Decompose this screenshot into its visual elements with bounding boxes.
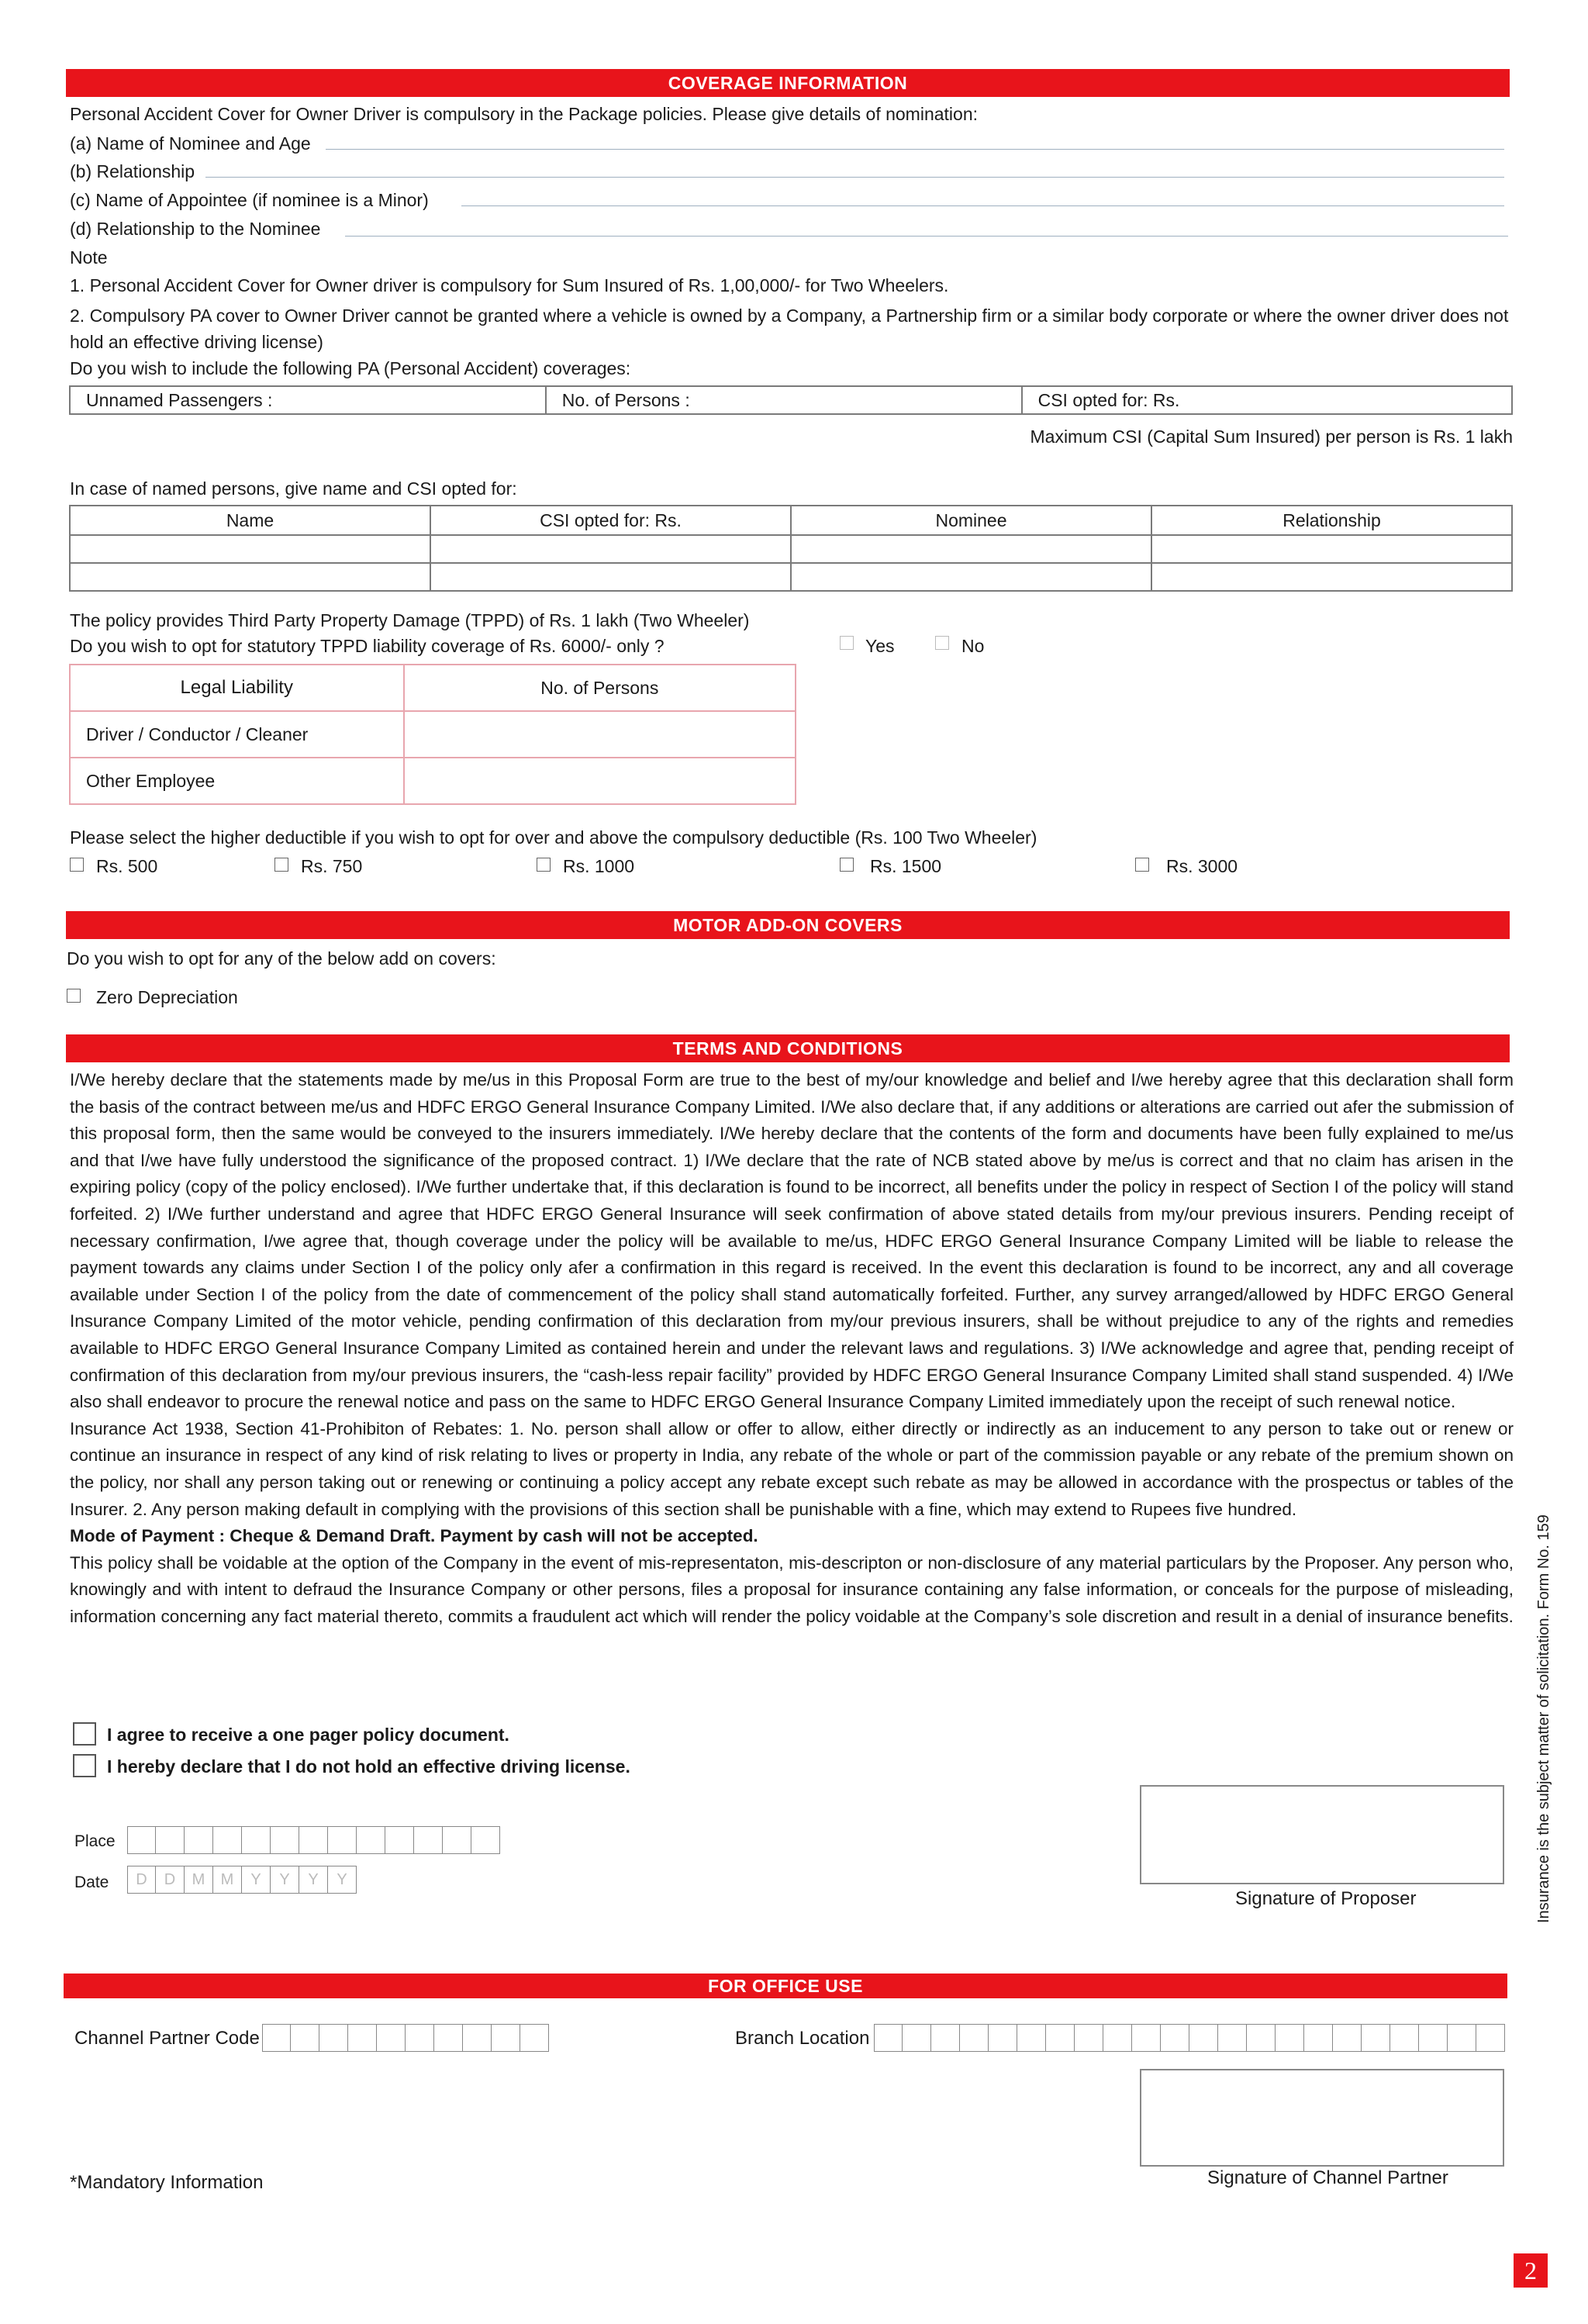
tppd-no-checkbox[interactable] bbox=[935, 636, 949, 650]
table-row bbox=[70, 711, 796, 758]
deductible-1500-label: Rs. 1500 bbox=[870, 856, 942, 876]
deductible-500-label: Rs. 500 bbox=[96, 856, 158, 876]
unnamed-passengers-table bbox=[69, 385, 1513, 415]
page-number: 2 bbox=[1514, 2253, 1548, 2288]
named-row1-name[interactable] bbox=[70, 535, 430, 563]
legal-liability-table bbox=[69, 664, 796, 805]
named-header-relationship: Relationship bbox=[1151, 506, 1512, 535]
tppd-no-label: No bbox=[961, 636, 985, 656]
note-2: 2. Compulsory PA cover to Owner Driver cannot be granted where a vehicle is owned by a Company, a Partnership firm or a similar body corporate or where the owner driver does not hold an effective driving license) bbox=[70, 306, 1509, 352]
no-of-persons-cell[interactable] bbox=[546, 386, 1022, 414]
zero-depreciation-label: Zero Depreciation bbox=[96, 987, 238, 1007]
date-year-1: Y bbox=[242, 1866, 271, 1894]
date-month-1: M bbox=[185, 1866, 213, 1894]
no-license-checkbox[interactable] bbox=[73, 1754, 96, 1777]
date-month-2: M bbox=[213, 1866, 242, 1894]
named-persons-table bbox=[69, 505, 1513, 592]
appointee-label: (c) Name of Appointee (if nominee is a Minor) bbox=[70, 190, 429, 210]
tppd-yes-checkbox[interactable] bbox=[840, 636, 854, 650]
table-row bbox=[70, 535, 1512, 563]
table-row bbox=[70, 563, 1512, 591]
tppd-yes-label: Yes bbox=[865, 636, 895, 656]
date-label: Date bbox=[74, 1873, 109, 1891]
deductible-750-checkbox[interactable] bbox=[274, 858, 288, 872]
coverage-intro: Personal Accident Cover for Owner Driver is compulsory in the Package policies. Please give details of nomination: bbox=[70, 104, 979, 124]
liability-driver-label: Driver / Conductor / Cleaner bbox=[70, 711, 404, 758]
named-row1-csi[interactable] bbox=[430, 535, 791, 563]
note-label: Note bbox=[70, 247, 108, 268]
date-year-4: Y bbox=[328, 1866, 357, 1894]
terms-banner: TERMS AND CONDITIONS bbox=[66, 1034, 1510, 1062]
place-label: Place bbox=[74, 1832, 116, 1850]
tppd-line1: The policy provides Third Party Property Damage (TPPD) of Rs. 1 lakh (Two Wheeler) bbox=[70, 610, 750, 630]
office-banner: FOR OFFICE USE bbox=[64, 1974, 1507, 1998]
tppd-line2: Do you wish to opt for statutory TPPD liability coverage of Rs. 6000/- only ? bbox=[70, 636, 665, 656]
named-row1-relationship[interactable] bbox=[1151, 535, 1512, 563]
date-day-1: D bbox=[127, 1866, 156, 1894]
max-csi-note: Maximum CSI (Capital Sum Insured) per person is Rs. 1 lakh bbox=[1030, 426, 1513, 447]
relationship-field[interactable] bbox=[205, 177, 1504, 178]
channel-partner-code-label: Channel Partner Code bbox=[74, 2028, 260, 2049]
named-row2-name[interactable] bbox=[70, 563, 430, 591]
nominee-name-label: (a) Name of Nominee and Age bbox=[70, 133, 311, 154]
no-license-label: I hereby declare that I do not hold an effective driving license. bbox=[107, 1756, 630, 1777]
deductible-question: Please select the higher deductible if you wish to opt for over and above the compulsory deductible (Rs. 100 Two Wheeler) bbox=[70, 827, 1037, 848]
proposer-signature-label: Signature of Proposer bbox=[1235, 1888, 1417, 1909]
date-input[interactable] bbox=[127, 1866, 357, 1894]
deductible-750-label: Rs. 750 bbox=[301, 856, 363, 876]
coverage-banner: COVERAGE INFORMATION bbox=[66, 69, 1510, 97]
terms-payment-mode: Mode of Payment : Cheque & Demand Draft. Payment by cash will not be accepted. bbox=[70, 1526, 758, 1546]
named-row2-relationship[interactable] bbox=[1151, 563, 1512, 591]
deductible-1000-checkbox[interactable] bbox=[537, 858, 551, 872]
terms-voidable: This policy shall be voidable at the option of the Company in the event of mis-representaton, mis-descripton or non-disclosure of any material particulars by the Proposer. Any person who, knowingly and with intent to defraud the Insurance Company or other persons, files a proposal for insurance containing any false information, or conceals for the purpose of misleading, information concerning any fact material thereto, commits a fraudulent act which will render the policy voidable at the Company’s sole discretion and result in a denial of insurance benefits. bbox=[70, 1552, 1514, 1626]
partner-signature-label: Signature of Channel Partner bbox=[1207, 2167, 1448, 2188]
terms-body bbox=[70, 1067, 1514, 1630]
date-year-2: Y bbox=[271, 1866, 299, 1894]
liability-header-persons: No. of Persons bbox=[404, 665, 796, 711]
relationship-label: (b) Relationship bbox=[70, 161, 195, 181]
relationship-nominee-field[interactable] bbox=[345, 236, 1508, 237]
liability-header-legal: Legal Liability bbox=[70, 665, 404, 711]
proposer-signature-box[interactable] bbox=[1140, 1785, 1504, 1884]
partner-signature-box[interactable] bbox=[1140, 2069, 1504, 2167]
deductible-1500-checkbox[interactable] bbox=[840, 858, 854, 872]
liability-driver-persons[interactable] bbox=[404, 711, 796, 758]
one-pager-checkbox[interactable] bbox=[73, 1722, 96, 1746]
named-header-name: Name bbox=[70, 506, 430, 535]
note-1: 1. Personal Accident Cover for Owner driver is compulsory for Sum Insured of Rs. 1,00,000/- for Two Wheelers. bbox=[70, 275, 949, 295]
liability-employee-persons[interactable] bbox=[404, 758, 796, 804]
deductible-500-checkbox[interactable] bbox=[70, 858, 84, 872]
deductible-1000-label: Rs. 1000 bbox=[563, 856, 635, 876]
named-row2-nominee[interactable] bbox=[791, 563, 1151, 591]
liability-employee-label: Other Employee bbox=[70, 758, 404, 804]
place-input[interactable] bbox=[127, 1826, 500, 1854]
mandatory-info-note: *Mandatory Information bbox=[70, 2172, 264, 2193]
zero-depreciation-checkbox[interactable] bbox=[67, 989, 81, 1003]
named-row1-nominee[interactable] bbox=[791, 535, 1151, 563]
nominee-name-field[interactable] bbox=[326, 149, 1504, 150]
deductible-3000-checkbox[interactable] bbox=[1135, 858, 1149, 872]
csi-opted-cell[interactable] bbox=[1022, 386, 1512, 414]
form-side-note: Insurance is the subject matter of solicitation. Form No. 159 bbox=[1535, 1514, 1552, 1923]
one-pager-label: I agree to receive a one pager policy document. bbox=[107, 1725, 509, 1745]
addon-banner: MOTOR ADD-ON COVERS bbox=[66, 911, 1510, 939]
no-of-persons-label: No. of Persons : bbox=[561, 389, 690, 410]
unnamed-passengers-label: Unnamed Passengers : bbox=[86, 389, 273, 410]
channel-partner-code-input[interactable] bbox=[262, 2024, 549, 2052]
appointee-field[interactable] bbox=[461, 205, 1504, 206]
named-row2-csi[interactable] bbox=[430, 563, 791, 591]
date-year-3: Y bbox=[299, 1866, 328, 1894]
csi-opted-label: CSI opted for: Rs. bbox=[1037, 389, 1180, 410]
unnamed-passengers-cell[interactable] bbox=[70, 386, 546, 414]
branch-location-input[interactable] bbox=[874, 2024, 1505, 2052]
date-day-2: D bbox=[156, 1866, 185, 1894]
terms-declaration: I/We hereby declare that the statements made by me/us in this Proposal Form are true to the best of my/our knowledge and belief and I/we hereby agree that this declaration shall form the basis of the contract between me/us and HDFC ERGO General Insurance Company Limited. I/We also declare that, if any additions or alterations are carried out afer the submission of this proposal form, then the same would be conveyed to the insurers immediately. I/We hereby declare that the contents of the form and documents have been fully explained to me/us and that I/we have fully understood the significance of the proposed contract. 1) I/We declare that the rate of NCB stated above by me/us is correct and that no claim has arisen in the expiring policy (copy of the policy enclosed). I/We further undertake that, if this declaration is found to be incorrect, all benefits under the policy in respect of Section I of the policy will stand forfeited. 2) I/We further understand and agree that HDFC ERGO General Insurance will seek confirmation of above stated details from my/our previous insurers. Pending receipt of necessary confirmation, I/we agree that, though coverage under the policy will be available to me/us, HDFC ERGO General Insurance Company Limited will be liable to release the payment towards any claims under Section I of the policy only afer a confirmation in this regard is received. In the event this declaration is found to be incorrect, any and all coverage available under Section I of the policy from the date of commencement of the policy shall stand automatically forfeited. Further, any survey arranged/allowed by HDFC ERGO General Insurance Company Limited of the motor vehicle, pending confirmation of this declaration from my/our previous insurers, shall be without prejudice to any of the rights and remedies available to HDFC ERGO General Insurance Company Limited as contained herein and under the relevant laws and regulations. 3) I/We acknowledge and agree that, pending receipt of confirmation of this declaration from my/our previous insurers, the “cash-less repair facility” provided by HDFC ERGO General Insurance Company Limited shall stand suspended. 4) I/We also shall endeavor to procure the renewal notice and pass on the same to HDFC ERGO General Insurance Company Limited immediately upon the receipt of such renewal notice. bbox=[70, 1070, 1514, 1412]
addon-question: Do you wish to opt for any of the below add on covers: bbox=[67, 948, 496, 969]
branch-location-label: Branch Location bbox=[735, 2028, 870, 2049]
pa-question: Do you wish to include the following PA (Personal Accident) coverages: bbox=[70, 358, 631, 378]
named-header-csi: CSI opted for: Rs. bbox=[430, 506, 791, 535]
named-header-nominee: Nominee bbox=[791, 506, 1151, 535]
relationship-nominee-label: (d) Relationship to the Nominee bbox=[70, 219, 321, 239]
terms-insurance-act: Insurance Act 1938, Section 41-Prohibiton of Rebates: 1. No. person shall allow or offer to allow, either directly or indirectly as an inducement to any person to take out or renew or continue an insurance in respect of any kind of risk relating to lives or property in India, any rebate of the whole or part of the commission payable or any rebate of the premium shown on the policy, nor shall any person taking out or renewing or continuing a policy accept any rebate except such rebate as may be allowed in accordance with the prospectus or tables of the Insurer. 2. Any person making default in complying with the provisions of this section shall be punishable with a fine, which may extend to Rupees five hundred. bbox=[70, 1418, 1514, 1519]
named-persons-intro: In case of named persons, give name and CSI opted for: bbox=[70, 478, 517, 499]
deductible-3000-label: Rs. 3000 bbox=[1166, 856, 1238, 876]
table-row bbox=[70, 758, 796, 804]
